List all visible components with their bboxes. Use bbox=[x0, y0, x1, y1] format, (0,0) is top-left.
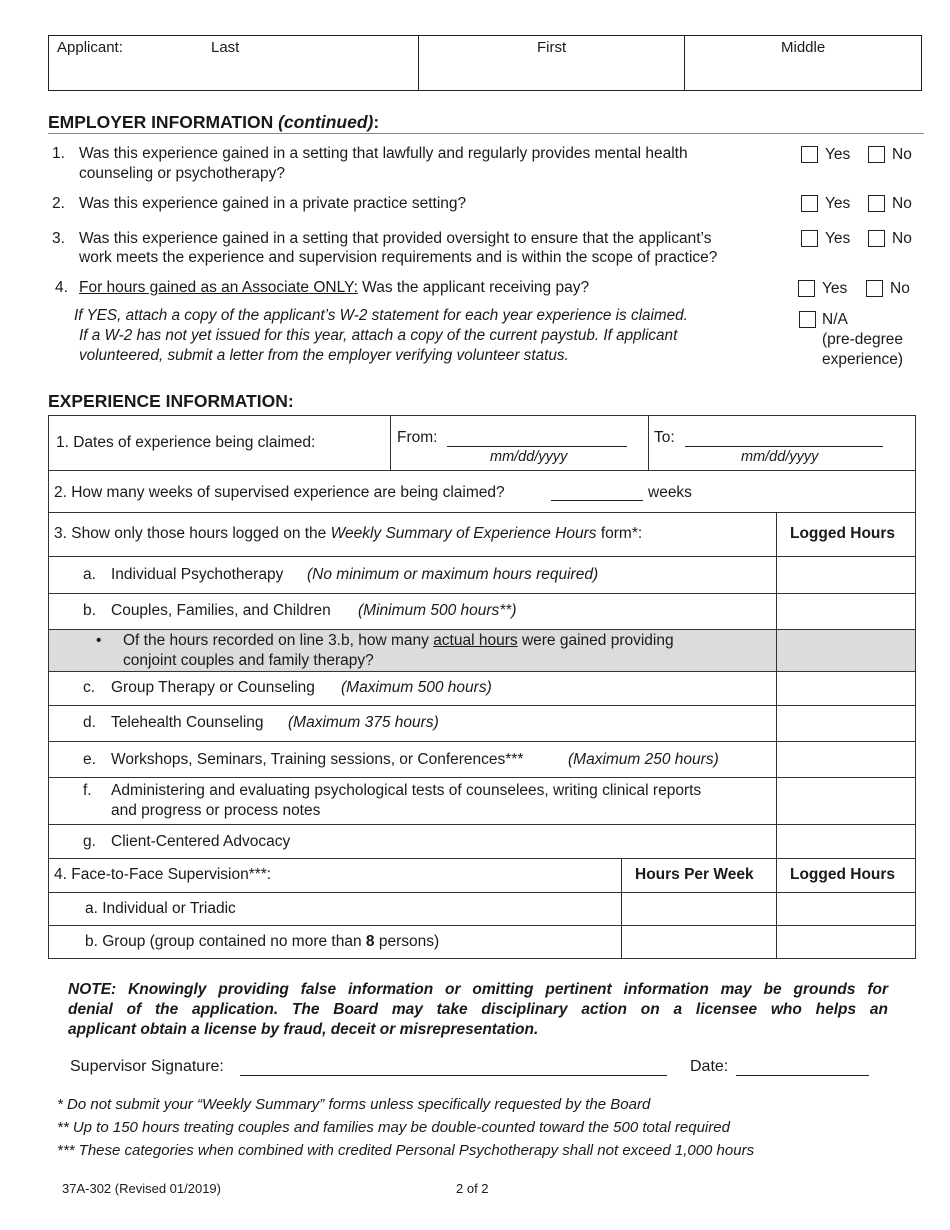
q3-number: 3. bbox=[52, 230, 65, 247]
row-line-6 bbox=[48, 671, 916, 672]
item-c-hours-input[interactable] bbox=[780, 674, 916, 704]
applicant-label: Applicant: bbox=[57, 39, 123, 56]
legal-note-line1: NOTE: Knowingly providing false information or omitting pertinent information may be grounds for bbox=[68, 981, 888, 998]
applicant-middle-input[interactable] bbox=[688, 62, 922, 88]
footnote-1: * Do not submit your “Weekly Summary” forms unless specifically requested by the Board bbox=[57, 1096, 651, 1113]
to-line bbox=[685, 446, 883, 447]
q4-na-line3: experience) bbox=[822, 351, 903, 368]
applicant-divider-2 bbox=[684, 35, 685, 91]
row-line-3 bbox=[48, 556, 916, 557]
hours-per-week-header: Hours Per Week bbox=[635, 866, 754, 883]
q2-number: 2. bbox=[52, 195, 65, 212]
item-f-line1: Administering and evaluating psychological tests of counselees, writing clinical reports bbox=[111, 782, 702, 799]
q1-yes-checkbox[interactable] bbox=[801, 146, 818, 163]
supervision-a-hpw-input[interactable] bbox=[625, 895, 776, 924]
item-c-text: Group Therapy or Counseling bbox=[111, 679, 315, 696]
legal-note-line2: denial of the application. The Board may take disciplinary action on a licensee who helps an bbox=[68, 1001, 888, 1018]
employer-heading bbox=[48, 112, 379, 133]
item-a-letter: a. bbox=[83, 566, 96, 583]
weeks-unit: weeks bbox=[648, 484, 692, 501]
q1-yes-label: Yes bbox=[825, 146, 851, 163]
item-e-letter: e. bbox=[83, 751, 96, 768]
row3-label-post: form*: bbox=[596, 525, 643, 542]
row-line-13 bbox=[48, 925, 916, 926]
item-a-note: (No minimum or maximum hours required) bbox=[307, 566, 599, 583]
row-line-8 bbox=[48, 741, 916, 742]
item-f-hours-input[interactable] bbox=[780, 780, 916, 823]
q4-na-line2: (pre-degree bbox=[822, 331, 903, 348]
item-b-hours-input[interactable] bbox=[780, 596, 916, 628]
applicant-first-input[interactable] bbox=[422, 62, 684, 88]
row-line-7 bbox=[48, 705, 916, 706]
row-line-12 bbox=[48, 892, 916, 893]
q4-yes-checkbox[interactable] bbox=[798, 280, 815, 297]
form-id: 37A-302 (Revised 01/2019) bbox=[62, 1181, 221, 1196]
applicant-divider-1 bbox=[418, 35, 419, 91]
q4-question: Was the applicant receiving pay? bbox=[357, 279, 590, 296]
q4-no-label: No bbox=[890, 280, 910, 297]
q4-note-line1: If YES, attach a copy of the applicant’s W-2 statement for each year experience is claimed. bbox=[74, 307, 688, 324]
item-f-line2: and progress or process notes bbox=[111, 802, 321, 819]
applicant-last-label: Last bbox=[211, 39, 240, 56]
row-line-10 bbox=[48, 824, 916, 825]
applicant-last-input[interactable] bbox=[52, 62, 416, 88]
supervision-b-pre: b. Group (group contained no more than bbox=[85, 933, 366, 950]
row-line-1 bbox=[48, 470, 916, 471]
q3-text-line2: work meets the experience and supervision requirements and is within the scope of practice? bbox=[79, 249, 718, 266]
item-d-note: (Maximum 375 hours) bbox=[288, 714, 439, 731]
q1-text-line2: counseling or psychotherapy? bbox=[79, 165, 285, 182]
to-date-format: mm/dd/yyyy bbox=[741, 449, 819, 465]
item-d-hours-input[interactable] bbox=[780, 708, 916, 740]
page-number: 2 of 2 bbox=[456, 1181, 489, 1196]
footnote-2: ** Up to 150 hours treating couples and families may be double-counted toward the 500 total required bbox=[57, 1119, 730, 1136]
dates-col-line-2 bbox=[648, 415, 649, 470]
from-date-input[interactable] bbox=[447, 424, 631, 446]
item-a-hours-input[interactable] bbox=[780, 559, 916, 592]
item-d-text: Telehealth Counseling bbox=[111, 714, 264, 731]
q4-note-line3: volunteered, submit a letter from the employer verifying volunteer status. bbox=[79, 347, 569, 364]
logged-hours-header-1: Logged Hours bbox=[790, 525, 896, 542]
q1-text-line1: Was this experience gained in a setting that lawfully and regularly provides mental health bbox=[79, 145, 688, 162]
subitem-hours-input[interactable] bbox=[780, 633, 916, 669]
supervision-b-post: persons) bbox=[374, 933, 440, 950]
item-e-note: (Maximum 250 hours) bbox=[568, 751, 719, 768]
item-g-text: Client-Centered Advocacy bbox=[111, 833, 291, 850]
subitem-line2: conjoint couples and family therapy? bbox=[123, 652, 374, 669]
q4-na-checkbox[interactable] bbox=[799, 311, 816, 328]
q1-number: 1. bbox=[52, 145, 65, 162]
weeks-input[interactable] bbox=[551, 480, 647, 501]
q4-na-label: N/A bbox=[822, 311, 848, 328]
q4-associate-only: For hours gained as an Associate ONLY: bbox=[79, 279, 358, 296]
employer-heading-main: EMPLOYER INFORMATION bbox=[48, 112, 274, 132]
subitem-post: were gained providing bbox=[517, 632, 674, 649]
q2-yes-label: Yes bbox=[825, 195, 851, 212]
item-g-hours-input[interactable] bbox=[780, 827, 916, 857]
q4-no-checkbox[interactable] bbox=[866, 280, 883, 297]
q4-yes-label: Yes bbox=[822, 280, 848, 297]
q4-number: 4. bbox=[55, 279, 68, 296]
supervision-b-hpw-input[interactable] bbox=[625, 928, 776, 957]
item-e-hours-input[interactable] bbox=[780, 744, 916, 776]
q2-no-label: No bbox=[892, 195, 912, 212]
footnote-3: *** These categories when combined with credited Personal Psychotherapy shall not exceed 1,000 hours bbox=[57, 1142, 755, 1159]
row-line-9 bbox=[48, 777, 916, 778]
legal-note-line3: applicant obtain a license by fraud, deceit or misrepresentation. bbox=[68, 1021, 539, 1038]
legal-note bbox=[68, 980, 888, 1040]
item-c-note: (Maximum 500 hours) bbox=[341, 679, 492, 696]
item-c-letter: c. bbox=[83, 679, 96, 696]
row-line-2 bbox=[48, 512, 916, 513]
experience-heading: EXPERIENCE INFORMATION: bbox=[48, 391, 294, 411]
applicant-first-label: First bbox=[537, 39, 567, 56]
q2-yes-checkbox[interactable] bbox=[801, 195, 818, 212]
hpw-col-line bbox=[621, 858, 622, 959]
supervision-b-limit: 8 bbox=[365, 933, 375, 950]
row-line-11 bbox=[48, 858, 916, 859]
to-date-input[interactable] bbox=[685, 424, 887, 446]
dates-label: 1. Dates of experience being claimed: bbox=[56, 434, 316, 451]
item-b-note: (Minimum 500 hours**) bbox=[358, 602, 517, 619]
q3-text-line1: Was this experience gained in a setting that provided oversight to ensure that the applicant’s bbox=[79, 230, 712, 247]
q4-note-line2: If a W-2 has not yet issued for this year, attach a copy of the current paystub. If applicant bbox=[79, 327, 678, 344]
supervision-a-label: a. Individual or Triadic bbox=[85, 900, 236, 917]
q2-text: Was this experience gained in a private practice setting? bbox=[79, 195, 467, 212]
from-line bbox=[447, 446, 627, 447]
signature-date-label: Date: bbox=[690, 1058, 729, 1075]
q1-no-label: No bbox=[892, 146, 912, 163]
from-label: From: bbox=[397, 429, 438, 446]
q3-no-label: No bbox=[892, 230, 912, 247]
weeks-label: 2. How many weeks of supervised experience are being claimed? bbox=[54, 484, 505, 501]
row3-form-name: Weekly Summary of Experience Hours bbox=[330, 525, 597, 542]
supervisor-signature-label: Supervisor Signature: bbox=[70, 1058, 224, 1075]
q3-yes-label: Yes bbox=[825, 230, 851, 247]
subitem-actual-hours: actual hours bbox=[433, 632, 518, 649]
supervision-b-logged-input[interactable] bbox=[780, 928, 916, 957]
employer-heading-rule bbox=[48, 133, 924, 134]
item-b-letter: b. bbox=[83, 602, 96, 619]
subitem-bullet: • bbox=[96, 632, 102, 649]
signature-date-input[interactable] bbox=[736, 1053, 873, 1076]
row-line-4 bbox=[48, 593, 916, 594]
employer-heading-colon: : bbox=[373, 112, 380, 132]
supervision-b-label bbox=[85, 933, 439, 951]
supervision-label: 4. Face-to-Face Supervision***: bbox=[54, 866, 272, 883]
item-d-letter: d. bbox=[83, 714, 96, 731]
employer-heading-continued: (continued) bbox=[278, 112, 374, 132]
row3-label-pre: 3. Show only those hours logged on the bbox=[54, 525, 331, 542]
supervision-a-logged-input[interactable] bbox=[780, 895, 916, 924]
from-date-format: mm/dd/yyyy bbox=[490, 449, 568, 465]
to-label: To: bbox=[654, 429, 675, 446]
item-e-text: Workshops, Seminars, Training sessions, or Conferences*** bbox=[111, 751, 524, 768]
q3-no-checkbox[interactable] bbox=[868, 230, 885, 247]
dates-col-line-1 bbox=[390, 415, 391, 470]
q2-no-checkbox[interactable] bbox=[868, 195, 885, 212]
item-a-text: Individual Psychotherapy bbox=[111, 566, 284, 583]
q4-text bbox=[79, 279, 589, 297]
item-f-letter: f. bbox=[83, 782, 92, 799]
subitem-line1 bbox=[123, 632, 674, 650]
item-g-letter: g. bbox=[83, 833, 96, 850]
q3-yes-checkbox[interactable] bbox=[801, 230, 818, 247]
q1-no-checkbox[interactable] bbox=[868, 146, 885, 163]
logged-hours-header-2: Logged Hours bbox=[790, 866, 896, 883]
applicant-middle-label: Middle bbox=[781, 39, 826, 56]
item-b-text: Couples, Families, and Children bbox=[111, 602, 331, 619]
row3-label bbox=[54, 525, 642, 543]
logged-col-line bbox=[776, 512, 777, 959]
supervisor-signature-input[interactable] bbox=[240, 1053, 671, 1076]
subitem-pre: Of the hours recorded on line 3.b, how many bbox=[123, 632, 434, 649]
